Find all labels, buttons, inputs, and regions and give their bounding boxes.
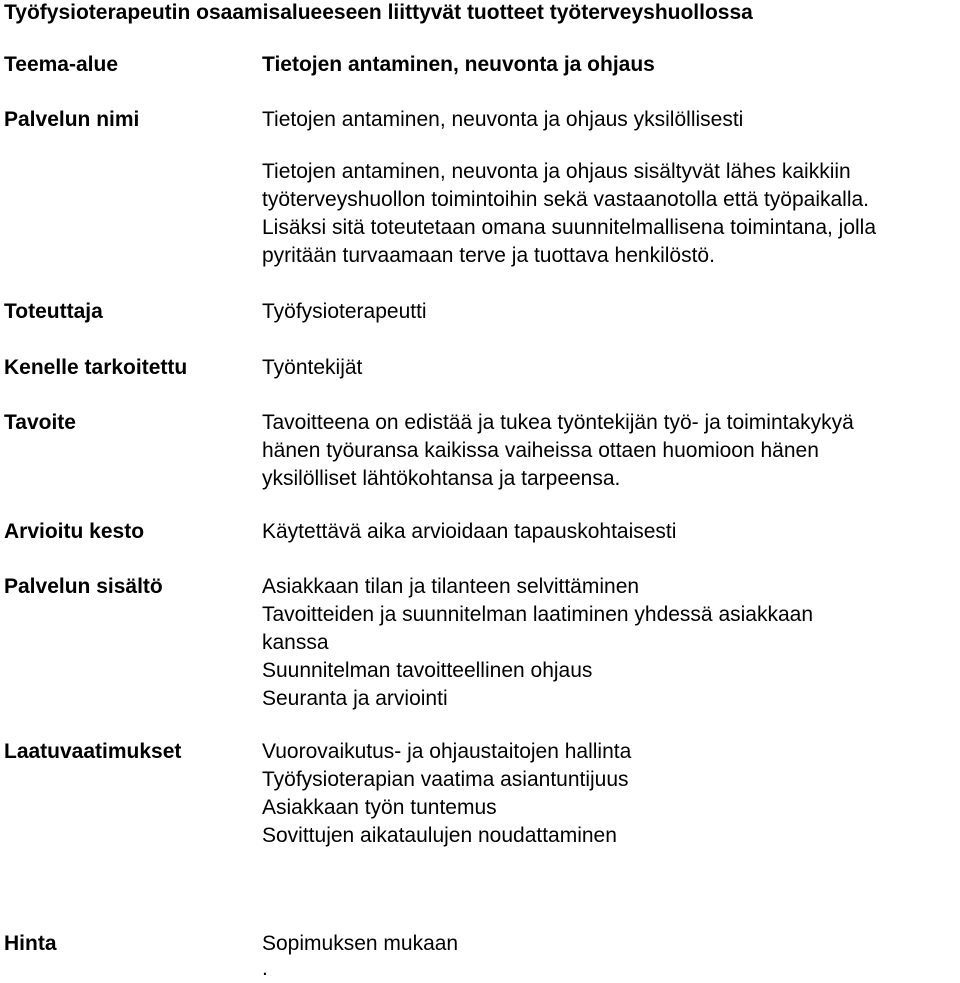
goal-line: hänen työuransa kaikissa vaiheissa ottaen huomioon hänen [262,439,819,462]
row-label-sisalto: Palvelun sisältö [4,575,163,598]
row-value-sisalto [262,573,813,713]
description-line: Tietojen antaminen, neuvonta ja ohjaus sisältyvät lähes kaikkiin [262,160,851,183]
row-label-kesto: Arvioitu kesto [4,520,145,543]
row-value-laatu [262,738,631,850]
goal-line: yksilölliset lähtökohtansa ja tarpeensa. [262,467,621,490]
content-line: kanssa [262,631,329,654]
row-label-teema-alue: Teema-alue [4,53,118,76]
trailing-dot: . [262,957,268,980]
quality-line: Vuorovaikutus- ja ohjaustaitojen hallinta [262,740,632,763]
goal-line: Tavoitteena on edistää ja tukea työntekijän työ- ja toimintakykyä [262,411,854,434]
row-value-teema-alue: Tietojen antaminen, neuvonta ja ohjaus [262,53,655,76]
row-value-kenelle: Työntekijät [262,356,363,379]
row-value-palvelun-nimi: Tietojen antaminen, neuvonta ja ohjaus yksilöllisesti [262,108,744,131]
description-line: pyritään turvaamaan terve ja tuottava henkilöstö. [262,244,715,267]
description-line: työterveyshuollon toimintoihin sekä vastaanotolla että työpaikalla. [262,188,870,211]
row-label-tavoite: Tavoite [4,411,76,434]
content-line: Asiakkaan tilan ja tilanteen selvittäminen [262,575,640,598]
row-label-toteuttaja: Toteuttaja [4,300,103,323]
service-description [262,158,876,270]
description-line: Lisäksi sitä toteutetaan omana suunnitelmallisena toimintana, jolla [262,216,877,239]
row-label-palvelun-nimi: Palvelun nimi [4,108,140,131]
content-line: Tavoitteiden ja suunnitelman laatiminen yhdessä asiakkaan [262,603,814,626]
row-label-laatu: Laatuvaatimukset [4,740,182,763]
row-label-kenelle: Kenelle tarkoitettu [4,356,188,379]
quality-line: Sovittujen aikataulujen noudattaminen [262,824,617,847]
page-title: Työfysioterapeutin osaamisalueeseen liittyvät tuotteet työterveyshuollossa [4,1,753,24]
content-line: Suunnitelman tavoitteellinen ohjaus [262,659,593,682]
row-value-kesto: Käytettävä aika arvioidaan tapauskohtaisesti [262,520,677,543]
row-value-toteuttaja: Työfysioterapeutti [262,300,427,323]
row-value-tavoite [262,409,854,493]
content-line: Seuranta ja arviointi [262,687,448,710]
row-value-hinta: Sopimuksen mukaan [262,932,459,955]
quality-line: Asiakkaan työn tuntemus [262,796,497,819]
quality-line: Työfysioterapian vaatima asiantuntijuus [262,768,629,791]
row-label-hinta: Hinta [4,932,57,955]
